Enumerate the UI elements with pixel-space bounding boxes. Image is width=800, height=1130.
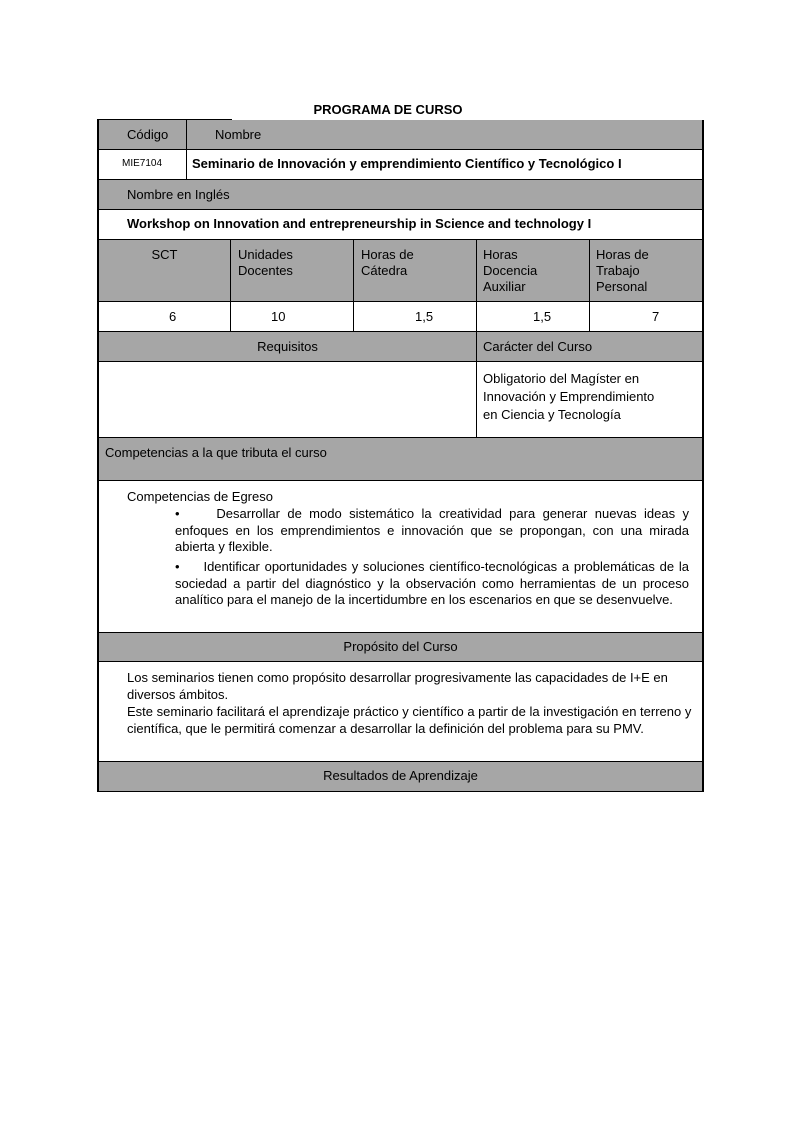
results-header-row — [97, 762, 704, 792]
character-line: en Ciencia y Tecnología — [483, 407, 621, 422]
document-title: PROGRAMA DE CURSO — [313, 102, 463, 117]
competencies-label: Competencias a la que tributa el curso — [105, 445, 327, 460]
sct-value: 6 — [169, 309, 177, 324]
credits-header-row — [97, 240, 704, 302]
competencies-header-row — [97, 438, 704, 481]
name-label: Nombre — [215, 127, 262, 142]
header-line: Horas de — [361, 247, 414, 262]
credits-header-personal — [596, 247, 649, 295]
bullet-icon: • — [175, 506, 217, 521]
english-label: Nombre en Inglés — [127, 187, 230, 202]
character-line: Innovación y Emprendimiento — [483, 389, 655, 404]
header-line: Auxiliar — [483, 279, 526, 294]
credits-header-sct — [99, 247, 230, 263]
course-name: Seminario de Innovación y emprendimiento Científico y Tecnológico I — [192, 156, 622, 171]
english-name-row — [97, 210, 704, 240]
header-line: Docencia — [483, 263, 538, 278]
header-line: Personal — [596, 279, 648, 294]
course-code: MIE7104 — [122, 158, 163, 169]
character-value — [483, 370, 654, 424]
purpose-header-row — [97, 633, 704, 662]
bullet-icon: • — [175, 559, 204, 574]
code-label: Código — [127, 127, 169, 142]
header-line: Docentes — [238, 263, 293, 278]
purpose-paragraph: Este seminario facilitará el aprendizaje práctico y científico a partir de la investigación en terreno y científica, que le permitirá comenzar a desarrollar la definición del problema para su PMV. — [127, 704, 692, 736]
header-row — [97, 120, 704, 150]
auxiliar-value: 1,5 — [533, 309, 552, 324]
requirements-row — [97, 362, 704, 438]
header-line: Horas — [483, 247, 518, 262]
credits-header-catedra — [361, 247, 414, 279]
results-label: Resultados de Aprendizaje — [323, 768, 478, 783]
competency-text: Desarrollar de modo sistemático la creatividad para generar nuevas ideas y enfoques en los emprendimientos e innovación que se propongan, con una mirada abierta y flexible. — [175, 506, 689, 554]
character-line: Obligatorio del Magíster en — [483, 371, 640, 386]
english-name: Workshop on Innovation and entrepreneurship in Science and technology I — [127, 216, 592, 231]
competency-item — [175, 559, 689, 609]
credits-header-auxiliar — [483, 247, 537, 295]
competency-text: Identificar oportunidades y soluciones científico-tecnológicas a problemáticas de la sociedad a partir del diagnóstico y la observación como herramientas de un proceso analítico para el manejo de la incertidumbre en los escenarios en que se desenvuelve. — [175, 559, 689, 607]
course-row — [97, 150, 704, 180]
purpose-label: Propósito del Curso — [343, 639, 458, 654]
competencies-subtitle: Competencias de Egreso — [127, 489, 273, 504]
purpose-row — [97, 662, 704, 762]
credits-values-row — [97, 302, 704, 332]
header-line: Horas de — [596, 247, 649, 262]
requirements-label: Requisitos — [257, 339, 318, 354]
unidades-value: 10 — [271, 309, 286, 324]
character-label: Carácter del Curso — [483, 339, 593, 354]
header-line: Cátedra — [361, 263, 408, 278]
header-line: Trabajo — [596, 263, 640, 278]
requirements-header-row — [97, 332, 704, 362]
personal-value: 7 — [652, 309, 660, 324]
purpose-text — [127, 669, 693, 737]
credits-header-unidades — [238, 247, 293, 279]
header-line: SCT — [151, 247, 178, 262]
purpose-paragraph: Los seminarios tienen como propósito desarrollar progresivamente las capacidades de I+E en diversos ámbitos. — [127, 670, 668, 702]
competency-item — [175, 506, 689, 556]
catedra-value: 1,5 — [415, 309, 434, 324]
competencies-row — [97, 481, 704, 633]
header-line: Unidades — [238, 247, 293, 262]
english-label-row — [97, 180, 704, 210]
